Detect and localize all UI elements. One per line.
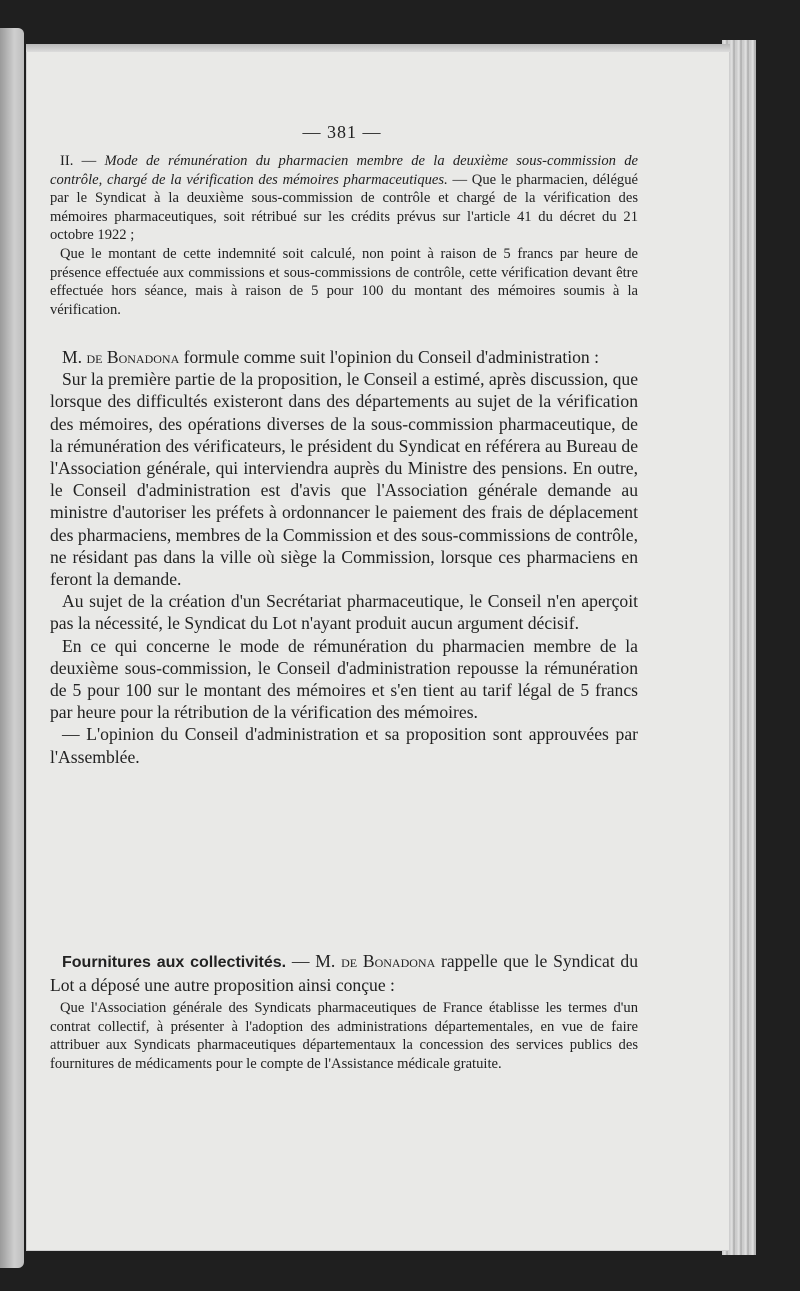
opinion-intro-text: formule comme suit l'opinion du Conseil d'administration :: [179, 347, 600, 367]
fournitures-intro: [50, 950, 638, 996]
fournitures-proposal: [50, 999, 638, 1073]
fournitures-text-after: rappelle que le Syndicat du Lot a déposé une autre proposition ainsi conçue :: [50, 951, 638, 996]
opinion-paragraph-1: Sur la première partie de la proposition, le Conseil a estimé, après discussion, que lorsque des difficultés existeront dans des départements au sujet de la vérification des mémoires, des opérations diverses de la sous-commission pharmaceutique, de la rémunération des vérificateurs, le président du Syndicat en référera au Bureau de l'Association générale, qui interviendra auprès du Ministre des pensions. En outre, le Conseil d'administration est d'avis que l'Association générale demande au ministre d'autoriser les préfets à ordonnancer le paiement des frais de déplacement des pharmaciens, membres de la Commission et des sous-commissions de contrôle, ne résidant pas dans la ville où siège la Commission, lorsque ces pharmaciens en feront la demande.: [50, 369, 638, 590]
opinion-paragraph-3: En ce qui concerne le mode de rémunération du pharmacien membre de la deuxième sous-commission, le Conseil d'administration repousse la rémunération de 5 pour 100 sur le montant des mémoires et s'en tient au tarif légal de 5 francs par heure pour la rétribution de la vérification des mémoires.: [50, 635, 638, 723]
facing-page-edge: [0, 28, 24, 1268]
section-ii-paragraph: [50, 152, 638, 245]
fournitures-text-before: — M.: [286, 951, 342, 971]
fournitures-speaker-name: de Bonadona: [341, 951, 436, 971]
fournitures-heading: Fournitures aux collectivités.: [62, 954, 287, 971]
document-page: [26, 44, 730, 1251]
opinion-paragraph-2: Au sujet de la création d'un Secrétariat pharmaceutique, le Conseil n'en aperçoit pas la nécessité, le Syndicat du Lot n'ayant produit aucun argument décisif.: [50, 591, 638, 634]
speaker-name: de Bonadona: [86, 347, 180, 367]
opinion-intro: [50, 346, 638, 368]
opinion-paragraph-4: — L'opinion du Conseil d'administration et sa proposition sont approuvées par l'Assemblée.: [50, 724, 638, 767]
opinion-block: [50, 346, 638, 768]
proposal-text: Que l'Association générale des Syndicats pharmaceutiques de France établisse les termes d'un contrat collectif, à présenter à l'adoption des administrations départementales, en vue de faire attribuer aux Syndicats pharmaceutiques départementaux la concession des services publics des fournitures de médicaments pour le compte de l'Assistance médicale gratuite.: [50, 1000, 638, 1072]
section-text: — Que le pharmacien, délégué par le Syndicat à la deuxième sous-commission de contrôle et chargé de la vérification des mémoires pharmaceutiques, soit rétribué sur les crédits prévus sur l'article 41 du décret du 21 octobre 1922 ;: [50, 171, 638, 244]
section-ii-paragraph-2: Que le montant de cette indemnité soit calculé, non point à raison de 5 francs par heure de présence effectuée aux commissions et sous-commissions de contrôle, cette vérification devant être effectuée hors séance, mais à raison de 5 pour 100 du montant des mémoires soumis à la vérification.: [50, 245, 638, 318]
section-number: II. —: [60, 153, 97, 169]
section-ii: [50, 152, 638, 319]
section-title: Mode de rémunération du pharmacien membre de la deuxième sous-commission de contrôle, chargé de la vérification des mémoires pharmaceutiques.: [50, 153, 638, 188]
fournitures-block: [50, 950, 638, 996]
speaker-title: M.: [62, 347, 87, 367]
page-top-edge: [26, 44, 730, 52]
page-number: — 381 —: [302, 122, 382, 142]
